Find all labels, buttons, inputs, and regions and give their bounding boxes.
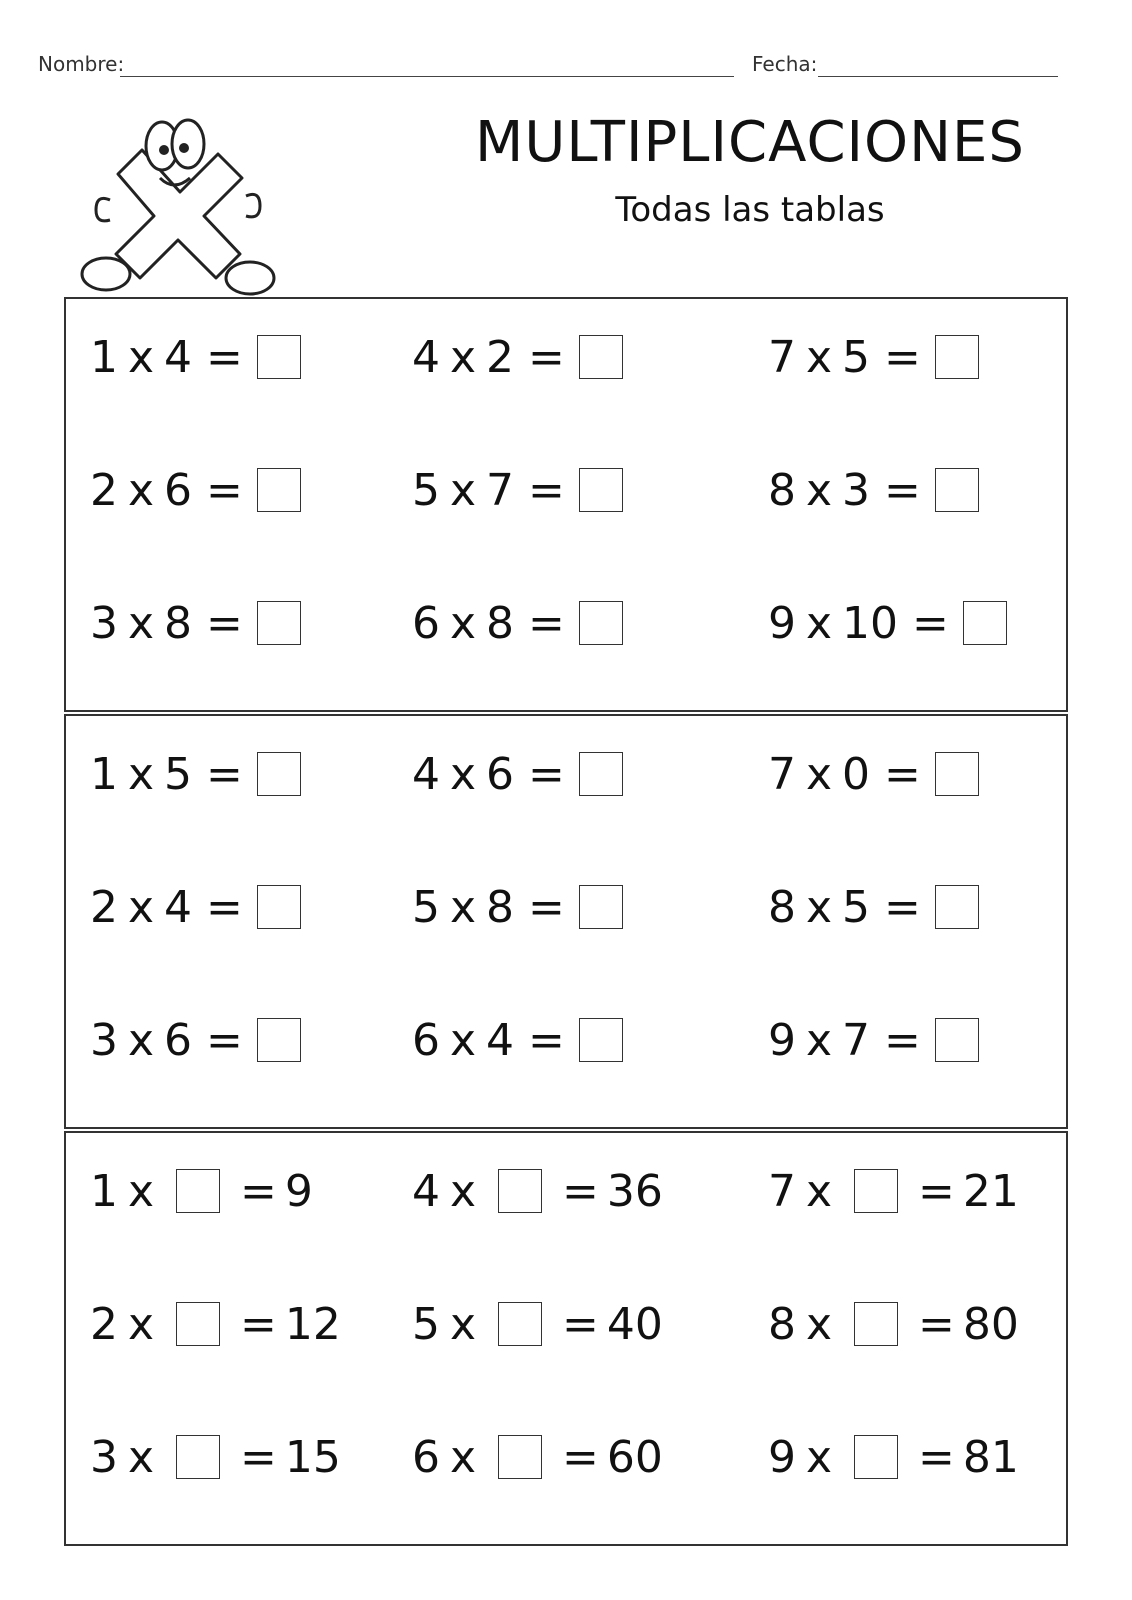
equals-sign: =: [528, 464, 565, 516]
multiplication-exercise: [768, 1429, 1019, 1485]
multiplication-exercise: [768, 746, 987, 802]
times-sign: x: [450, 597, 477, 649]
factor-b: 8: [486, 881, 515, 933]
factor-a: 3: [90, 597, 118, 649]
times-sign: x: [450, 331, 477, 383]
multiplication-exercise: [90, 329, 309, 385]
product-value: 15: [284, 1431, 341, 1483]
factor-a: 2: [90, 1298, 118, 1350]
times-sign: x: [128, 881, 155, 933]
factor-a: 5: [412, 1298, 440, 1350]
equals-sign: =: [884, 881, 921, 933]
multiplication-exercise: [412, 595, 631, 651]
product-value: 40: [606, 1298, 663, 1350]
multiplication-exercise: [412, 746, 631, 802]
factor-a: 4: [412, 331, 440, 383]
times-sign: x: [128, 464, 155, 516]
factor-b: 5: [842, 881, 871, 933]
name-field[interactable]: [120, 76, 734, 77]
factor-a: 9: [768, 1431, 796, 1483]
factor-a: 9: [768, 1014, 796, 1066]
equals-sign: =: [918, 1298, 955, 1350]
times-sign: x: [806, 331, 833, 383]
equals-sign: =: [528, 597, 565, 649]
missing-factor-box[interactable]: [498, 1435, 542, 1479]
times-sign: x: [450, 748, 477, 800]
factor-b: 5: [164, 748, 193, 800]
factor-b: 4: [164, 881, 193, 933]
factor-a: 4: [412, 748, 440, 800]
equals-sign: =: [884, 748, 921, 800]
multiplication-exercise: [90, 1429, 341, 1485]
equals-sign: =: [528, 331, 565, 383]
answer-box[interactable]: [935, 335, 979, 379]
factor-b: 4: [164, 331, 193, 383]
product-value: 81: [962, 1431, 1019, 1483]
answer-box[interactable]: [579, 335, 623, 379]
factor-a: 8: [768, 1298, 796, 1350]
multiplication-exercise: [412, 1163, 663, 1219]
product-value: 12: [284, 1298, 341, 1350]
factor-a: 2: [90, 881, 118, 933]
answer-box[interactable]: [935, 1018, 979, 1062]
factor-b: 3: [842, 464, 871, 516]
answer-box[interactable]: [579, 1018, 623, 1062]
times-sign: x: [128, 1298, 155, 1350]
times-sign: x: [128, 1014, 155, 1066]
missing-factor-box[interactable]: [176, 1302, 220, 1346]
equals-sign: =: [918, 1165, 955, 1217]
answer-box[interactable]: [579, 752, 623, 796]
times-sign: x: [450, 1298, 477, 1350]
equals-sign: =: [918, 1431, 955, 1483]
missing-factor-box[interactable]: [854, 1169, 898, 1213]
times-sign: x: [806, 1298, 833, 1350]
equals-sign: =: [528, 748, 565, 800]
equals-sign: =: [528, 1014, 565, 1066]
factor-b: 10: [842, 597, 899, 649]
multiplication-exercise: [768, 329, 987, 385]
answer-box[interactable]: [963, 601, 1007, 645]
answer-box[interactable]: [257, 468, 301, 512]
times-sign: x: [806, 597, 833, 649]
multiplication-exercise: [90, 1163, 313, 1219]
multiplication-exercise: [90, 746, 309, 802]
answer-box[interactable]: [935, 468, 979, 512]
equals-sign: =: [206, 331, 243, 383]
missing-factor-box[interactable]: [176, 1435, 220, 1479]
answer-box[interactable]: [579, 885, 623, 929]
multiplication-exercise: [768, 462, 987, 518]
factor-b: 8: [486, 597, 515, 649]
multiplication-exercise: [412, 462, 631, 518]
times-sign: x: [128, 331, 155, 383]
times-sign: x: [450, 1165, 477, 1217]
factor-a: 6: [412, 1431, 440, 1483]
times-sign: x: [450, 1014, 477, 1066]
equals-sign: =: [240, 1165, 277, 1217]
factor-a: 7: [768, 748, 796, 800]
multiplication-exercise: [768, 1012, 987, 1068]
answer-box[interactable]: [935, 885, 979, 929]
equals-sign: =: [206, 1014, 243, 1066]
name-label: Nombre:: [38, 52, 125, 76]
answer-box[interactable]: [579, 601, 623, 645]
times-sign: x: [128, 748, 155, 800]
times-sign: x: [128, 597, 155, 649]
times-sign: x: [806, 748, 833, 800]
factor-a: 3: [90, 1431, 118, 1483]
product-value: 9: [284, 1165, 313, 1217]
factor-b: 7: [842, 1014, 871, 1066]
factor-a: 8: [768, 881, 796, 933]
multiplication-exercise: [90, 1012, 309, 1068]
equals-sign: =: [562, 1431, 599, 1483]
factor-b: 6: [486, 748, 515, 800]
factor-a: 4: [412, 1165, 440, 1217]
factor-a: 7: [768, 1165, 796, 1217]
answer-box[interactable]: [257, 1018, 301, 1062]
multiplication-exercise: [768, 595, 1015, 651]
multiplication-exercise: [90, 595, 309, 651]
factor-a: 5: [412, 881, 440, 933]
answer-box[interactable]: [257, 601, 301, 645]
times-sign: x: [806, 1014, 833, 1066]
product-value: 60: [606, 1431, 663, 1483]
product-value: 21: [962, 1165, 1019, 1217]
factor-a: 6: [412, 1014, 440, 1066]
times-sign: x: [806, 464, 833, 516]
equals-sign: =: [206, 881, 243, 933]
equals-sign: =: [528, 881, 565, 933]
equals-sign: =: [240, 1298, 277, 1350]
equals-sign: =: [206, 748, 243, 800]
multiplication-exercise: [90, 879, 309, 935]
times-sign: x: [450, 464, 477, 516]
multiplication-mascot-icon: [80, 112, 280, 302]
equals-sign: =: [206, 597, 243, 649]
factor-b: 5: [842, 331, 871, 383]
equals-sign: =: [240, 1431, 277, 1483]
multiplication-exercise: [768, 1296, 1019, 1352]
multiplication-exercise: [412, 879, 631, 935]
times-sign: x: [450, 881, 477, 933]
multiplication-exercise: [412, 1296, 663, 1352]
date-field[interactable]: [818, 76, 1058, 77]
answer-box[interactable]: [935, 752, 979, 796]
multiplication-exercise: [412, 329, 631, 385]
equals-sign: =: [562, 1165, 599, 1217]
multiplication-exercise: [412, 1012, 631, 1068]
factor-a: 1: [90, 1165, 118, 1217]
times-sign: x: [128, 1165, 155, 1217]
equals-sign: =: [206, 464, 243, 516]
factor-a: 7: [768, 331, 796, 383]
equals-sign: =: [884, 331, 921, 383]
multiplication-exercise: [412, 1429, 663, 1485]
missing-factor-box[interactable]: [498, 1302, 542, 1346]
answer-box[interactable]: [579, 468, 623, 512]
times-sign: x: [128, 1431, 155, 1483]
factor-b: 2: [486, 331, 515, 383]
product-value: 36: [606, 1165, 663, 1217]
multiplication-exercise: [90, 462, 309, 518]
times-sign: x: [450, 1431, 477, 1483]
factor-a: 8: [768, 464, 796, 516]
answer-box[interactable]: [257, 885, 301, 929]
multiplication-exercise: [768, 879, 987, 935]
missing-factor-box[interactable]: [176, 1169, 220, 1213]
times-sign: x: [806, 1165, 833, 1217]
multiplication-exercise: [768, 1163, 1019, 1219]
multiplication-exercise: [90, 1296, 341, 1352]
factor-a: 1: [90, 331, 118, 383]
missing-factor-box[interactable]: [854, 1302, 898, 1346]
answer-box[interactable]: [257, 752, 301, 796]
factor-b: 7: [486, 464, 515, 516]
factor-b: 6: [164, 1014, 193, 1066]
missing-factor-box[interactable]: [854, 1435, 898, 1479]
times-sign: x: [806, 881, 833, 933]
answer-box[interactable]: [257, 335, 301, 379]
factor-b: 8: [164, 597, 193, 649]
product-value: 80: [962, 1298, 1019, 1350]
factor-b: 0: [842, 748, 871, 800]
worksheet-title: MULTIPLICACIONES: [475, 110, 1025, 175]
equals-sign: =: [912, 597, 949, 649]
worksheet-subtitle: Todas las tablas: [615, 190, 885, 230]
factor-a: 2: [90, 464, 118, 516]
equals-sign: =: [884, 464, 921, 516]
missing-factor-box[interactable]: [498, 1169, 542, 1213]
factor-b: 6: [164, 464, 193, 516]
times-sign: x: [806, 1431, 833, 1483]
equals-sign: =: [562, 1298, 599, 1350]
factor-a: 9: [768, 597, 796, 649]
factor-a: 5: [412, 464, 440, 516]
equals-sign: =: [884, 1014, 921, 1066]
factor-b: 4: [486, 1014, 515, 1066]
factor-a: 1: [90, 748, 118, 800]
factor-a: 3: [90, 1014, 118, 1066]
date-label: Fecha:: [752, 52, 818, 76]
factor-a: 6: [412, 597, 440, 649]
